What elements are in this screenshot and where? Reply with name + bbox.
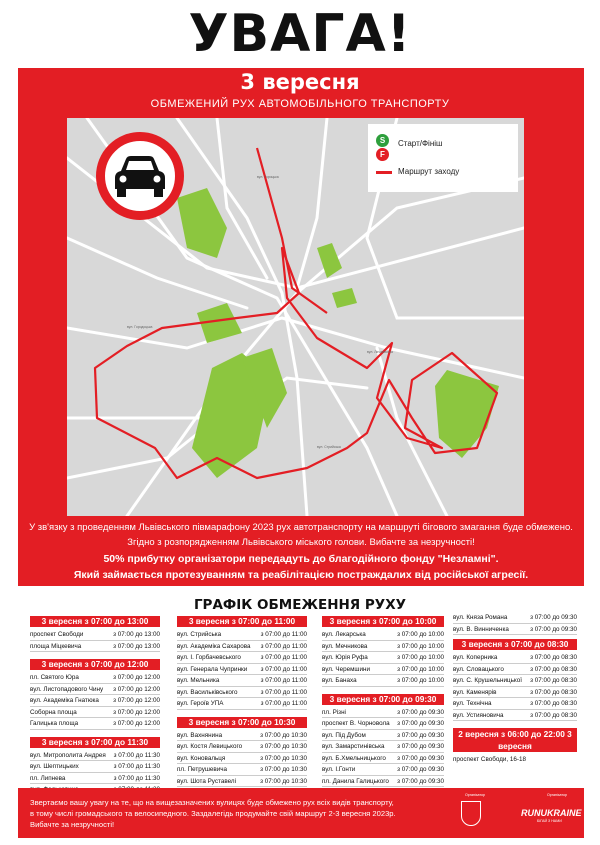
- restriction-time: з 07:00 до 11:30: [113, 774, 160, 782]
- map-legend: [368, 124, 518, 192]
- restriction-time: з 07:00 до 10:30: [260, 731, 307, 739]
- restriction-time: з 07:00 до 10:00: [397, 654, 444, 661]
- schedule-group: [453, 639, 577, 721]
- bottom-line-2: в тому числі громадського та велосипедного. Заздалегідь продумайте свій маршрут 2-3 вересня 2023р.: [30, 809, 396, 818]
- car-icon: [111, 153, 169, 199]
- street-name: вул. Словацького: [453, 665, 504, 673]
- schedule-group: [177, 717, 307, 788]
- svg-text:вул. Городоцька: вул. Городоцька: [127, 325, 153, 329]
- street-name: вул. Устияновича: [453, 711, 504, 719]
- restriction-time: з 07:00 до 10:30: [260, 754, 307, 762]
- restriction-time: з 07:00 до 11:00: [260, 642, 307, 650]
- table-row: [30, 672, 160, 684]
- table-row: [322, 776, 444, 788]
- restriction-time: з 07:00 до 09:30: [530, 625, 577, 633]
- svg-text:вул. Личаківська: вул. Личаківська: [367, 350, 393, 354]
- restriction-time: з 07:00 до 12:00: [113, 720, 160, 727]
- group-header: 3 вересня з 07:00 до 11:30: [30, 737, 160, 748]
- restriction-time: з 07:00 до 08:30: [530, 654, 577, 661]
- table-row: [322, 718, 444, 730]
- street-name: вул. Костя Левицького: [177, 743, 243, 750]
- message-line-2: Згідно з розпорядженням Львівського міського голови. Вибачте за незручності!: [127, 537, 475, 548]
- restriction-time: з 07:00 до 09:30: [397, 731, 444, 739]
- table-row: [177, 764, 307, 776]
- restriction-time: з 07:00 до 11:00: [260, 665, 307, 673]
- table-row: [177, 664, 307, 676]
- table-row: [30, 761, 160, 773]
- route-line-icon: [376, 171, 392, 174]
- group-header: 3 вересня з 07:00 до 10:30: [177, 717, 307, 728]
- street-name: вул. Замарстинівська: [322, 743, 385, 750]
- schedule-group: [322, 694, 444, 799]
- restriction-time: з 07:00 до 10:30: [260, 743, 307, 750]
- no-car-sign-icon: [96, 132, 184, 220]
- street-name: пл. Данила Галицького: [322, 777, 389, 785]
- schedule-group: [30, 737, 160, 796]
- address-note: проспект Свободи, 16-18: [453, 756, 527, 763]
- street-name: вул. Банаха: [322, 677, 357, 684]
- message-line-4: Який займається протезуванням та реабілітацією постраждалих від російської агресії.: [73, 569, 529, 581]
- table-row: [30, 707, 160, 719]
- table-row: [322, 707, 444, 719]
- schedule-column-4: [453, 612, 577, 772]
- schedule-group: [177, 616, 307, 710]
- message-line-3: 50% прибутку організатори передадуть до благодійного фонду "Незламні".: [103, 553, 499, 565]
- street-name: Галицька площа: [30, 720, 79, 727]
- street-name: вул. Мечникова: [322, 642, 368, 650]
- table-row: [453, 698, 577, 710]
- street-name: вул. В. Винниченка: [453, 625, 509, 633]
- restriction-time: з 07:00 до 09:30: [530, 614, 577, 621]
- street-name: вул. Шептицьких: [30, 763, 79, 770]
- street-name: вул. І.Гонти: [322, 766, 356, 773]
- restriction-time: з 07:00 до 10:00: [397, 665, 444, 673]
- restriction-time: з 07:00 до 10:00: [397, 677, 444, 684]
- table-row: [322, 629, 444, 641]
- bottom-line-3: Вибачте за незручності!: [30, 820, 115, 829]
- table-row: [30, 641, 160, 653]
- restriction-time: з 07:00 до 12:00: [113, 685, 160, 693]
- group-header: 3 вересня з 07:00 до 11:00: [177, 616, 307, 627]
- organizer-label: Організатор: [465, 793, 485, 797]
- table-row: [322, 753, 444, 765]
- restriction-time: з 07:00 до 09:30: [397, 754, 444, 762]
- street-name: вул. Коперника: [453, 654, 498, 661]
- table-row: [177, 687, 307, 699]
- restriction-time: з 07:00 до 10:30: [260, 766, 307, 773]
- street-name: вул. Шота Руставелі: [177, 777, 236, 785]
- schedule-group: [453, 612, 577, 635]
- street-name: вул. Стрийська: [177, 631, 222, 638]
- table-row: [177, 753, 307, 765]
- schedule-group: [30, 616, 160, 652]
- bottom-line-1: Звертаємо вашу увагу на те, що на вищезазначених вулицях буде обмежено рух всіх видів транспорту,: [30, 798, 394, 807]
- headline: УВАГА!: [188, 4, 412, 64]
- street-name: вул. Б.Хмельницького: [322, 754, 386, 762]
- table-row: [453, 652, 577, 664]
- street-name: пл. Різні: [322, 708, 346, 716]
- table-row: [177, 641, 307, 653]
- finish-icon: F: [376, 148, 389, 161]
- table-row: [177, 698, 307, 710]
- table-row: [30, 695, 160, 707]
- table-row: [322, 641, 444, 653]
- table-row: [322, 664, 444, 676]
- restriction-time: з 07:00 до 08:30: [530, 688, 577, 696]
- table-row: [177, 675, 307, 687]
- street-name: вул. Вахнянина: [177, 731, 223, 739]
- sponsor-label: Організатор: [547, 793, 567, 797]
- restriction-time: з 07:00 до 11:00: [260, 700, 307, 707]
- street-name: вул. Каменярів: [453, 688, 497, 696]
- restriction-time: з 07:00 до 11:00: [260, 688, 307, 696]
- table-row: [322, 675, 444, 687]
- table-row: [177, 652, 307, 664]
- start-icon: S: [376, 134, 389, 147]
- run-ukraine-logo: RUNUKRAINE: [521, 808, 582, 818]
- restriction-time: з 07:00 до 10:00: [397, 631, 444, 638]
- restriction-time: з 07:00 до 12:00: [113, 697, 160, 704]
- street-name: Соборна площа: [30, 708, 77, 716]
- svg-text:вул. Стрийська: вул. Стрийська: [317, 445, 341, 449]
- table-row: [30, 773, 160, 785]
- table-row: [30, 629, 160, 641]
- restriction-time: з 07:00 до 10:00: [397, 642, 444, 650]
- street-name: вул. Черемшини: [322, 665, 370, 673]
- street-name: площа Міцкевича: [30, 642, 82, 650]
- restriction-time: з 07:00 до 11:00: [260, 631, 307, 638]
- table-row: [30, 718, 160, 730]
- restriction-time: з 07:00 до 13:00: [113, 631, 160, 638]
- street-name: вул. Мельника: [177, 677, 220, 684]
- restriction-time: з 07:00 до 08:30: [530, 665, 577, 673]
- street-name: пл. Святого Юра: [30, 674, 79, 681]
- table-row: [322, 764, 444, 776]
- table-row: [453, 687, 577, 699]
- restriction-time: з 07:00 до 09:30: [397, 720, 444, 727]
- restriction-time: з 07:00 до 09:30: [397, 777, 444, 785]
- restriction-time: з 07:00 до 11:30: [113, 763, 160, 770]
- restriction-time: з 07:00 до 11:00: [260, 654, 307, 661]
- street-name: вул. Лекарська: [322, 631, 366, 638]
- table-row: [30, 750, 160, 762]
- date-title: 3 вересня: [240, 70, 360, 94]
- svg-text:вул. Гороцька: вул. Гороцька: [257, 175, 279, 179]
- restriction-time: з 07:00 до 08:30: [530, 700, 577, 707]
- restriction-time: з 07:00 до 11:00: [260, 677, 307, 684]
- restriction-time: з 07:00 до 12:00: [113, 708, 160, 716]
- restriction-time: з 07:00 до 11:30: [113, 751, 160, 759]
- restriction-time: з 07:00 до 09:30: [397, 743, 444, 750]
- table-row: [453, 664, 577, 676]
- restriction-time: з 07:00 до 12:00: [113, 674, 160, 681]
- schedule-column-3: [322, 616, 444, 806]
- legend-start-finish: Старт/Фініш: [398, 139, 443, 148]
- restriction-time: з 07:00 до 09:30: [397, 708, 444, 716]
- street-name: вул. Під Дубом: [322, 731, 366, 739]
- message-line-1: У зв'язку з проведенням Львівського півмарафону 2023 рух автотранспорту на маршруті бігового змагання буде обмежено.: [29, 522, 573, 533]
- street-name: вул. Коновальця: [177, 754, 226, 762]
- schedule-title: ГРАФІК ОБМЕЖЕННЯ РУХУ: [193, 597, 407, 613]
- street-name: вул. Академіка Сахарова: [177, 642, 251, 650]
- table-row: [30, 684, 160, 696]
- schedule-group: [453, 728, 577, 765]
- legend-route: Маршрут заходу: [398, 167, 460, 176]
- street-name: вул. Митрополита Андрея: [30, 751, 106, 759]
- street-name: вул. Листопадового Чину: [30, 685, 104, 693]
- street-name: вул. С. Крушельницької: [453, 677, 522, 684]
- schedule-group: [322, 616, 444, 687]
- schedule-group: [30, 659, 160, 730]
- table-row: [322, 730, 444, 742]
- table-row: [177, 629, 307, 641]
- table-row: [177, 730, 307, 742]
- group-header: 3 вересня з 07:00 до 13:00: [30, 616, 160, 627]
- lviv-crest-icon: [461, 801, 481, 826]
- group-header: 3 вересня з 07:00 до 12:00: [30, 659, 160, 670]
- street-name: вул. Академіка Гнатюка: [30, 697, 99, 704]
- schedule-column-1: [30, 616, 160, 803]
- street-name: пл. Петрушевича: [177, 766, 228, 773]
- table-row: [453, 624, 577, 636]
- table-row: [322, 741, 444, 753]
- street-name: вул. Технічна: [453, 700, 492, 707]
- restriction-time: з 07:00 до 08:30: [530, 677, 577, 684]
- subtitle: ОБМЕЖЕНИЙ РУХ АВТОМОБІЛЬНОГО ТРАНСПОРТУ: [150, 98, 450, 110]
- group-header: 3 вересня з 07:00 до 10:00: [322, 616, 444, 627]
- restriction-time: з 07:00 до 10:30: [260, 777, 307, 785]
- group-header: 3 вересня з 07:00 до 08:30: [453, 639, 577, 650]
- table-row: [453, 710, 577, 722]
- restriction-time: з 07:00 до 13:00: [113, 642, 160, 650]
- bottom-banner: [18, 788, 584, 838]
- street-name: пл. Липнева: [30, 774, 66, 782]
- restriction-time: з 07:00 до 09:30: [397, 766, 444, 773]
- table-row: [453, 612, 577, 624]
- table-row: [322, 652, 444, 664]
- schedule-column-2: [177, 616, 307, 794]
- street-name: вул. І. Горбачевського: [177, 654, 241, 661]
- street-name: вул. Генерала Чупринки: [177, 665, 248, 673]
- street-name: вул. Васильківського: [177, 688, 238, 696]
- street-name: проспект Свободи: [30, 631, 84, 638]
- table-row: [453, 675, 577, 687]
- restriction-time: з 07:00 до 08:30: [530, 711, 577, 719]
- table-row: [177, 741, 307, 753]
- table-row: [177, 776, 307, 788]
- street-name: вул. Княза Романа: [453, 614, 508, 621]
- street-name: проспект В. Чорновола: [322, 720, 390, 727]
- street-name: вул. Юрія Руфа: [322, 654, 368, 661]
- group-header: 3 вересня з 07:00 до 09:30: [322, 694, 444, 705]
- run-ukraine-tagline: БІГАЙ З НАМИ: [537, 819, 562, 823]
- group-header: 2 вересня з 06:00 до 22:00 3 вересня: [453, 728, 577, 752]
- street-name: вул. Героїв УПА: [177, 700, 224, 707]
